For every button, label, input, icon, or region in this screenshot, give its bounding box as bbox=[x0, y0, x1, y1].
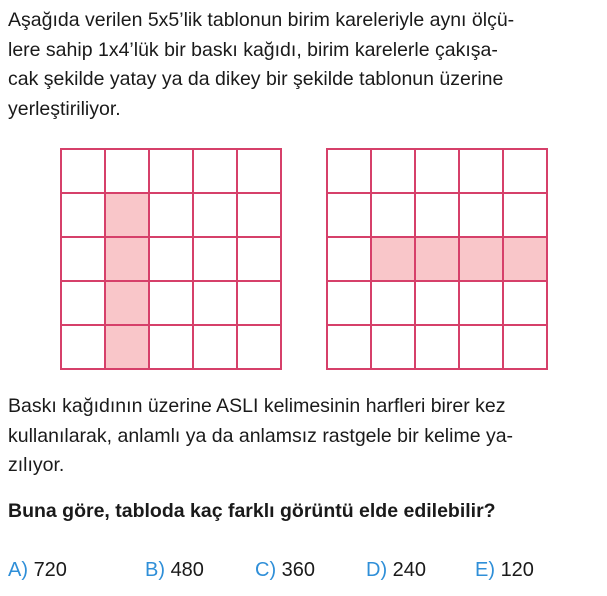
grid-cell-shaded bbox=[372, 238, 416, 282]
para-line: kullanılarak, anlamlı ya da anlamsız rastgele bir kelime ya- bbox=[8, 424, 514, 447]
grid-cell bbox=[504, 194, 548, 238]
option-value: 720 bbox=[33, 559, 67, 581]
grid-cell bbox=[328, 282, 372, 326]
grid-cell bbox=[372, 326, 416, 370]
grid-cell bbox=[150, 326, 194, 370]
grid-cell bbox=[150, 150, 194, 194]
intro-line: yerleştiriliyor. bbox=[8, 97, 121, 120]
grid-cell bbox=[504, 282, 548, 326]
grid-cell bbox=[328, 194, 372, 238]
grid-cell bbox=[372, 282, 416, 326]
option-value: 240 bbox=[392, 559, 427, 581]
intro-line: cak şekilde yatay ya da dikey bir şekilde tablonun üzerine bbox=[8, 68, 504, 90]
grid-cell bbox=[504, 326, 548, 370]
grid-cell bbox=[194, 150, 238, 194]
grid-cell bbox=[328, 150, 372, 194]
grid-cell bbox=[62, 150, 106, 194]
option-d[interactable] bbox=[366, 559, 426, 582]
option-e[interactable] bbox=[475, 559, 534, 582]
option-letter: E) bbox=[475, 559, 495, 581]
grid-cell bbox=[150, 194, 194, 238]
grid-cell-shaded bbox=[106, 194, 150, 238]
grid-cell-shaded bbox=[504, 238, 548, 282]
option-value: 360 bbox=[281, 559, 316, 581]
grid-cell bbox=[328, 326, 372, 370]
grid-cell bbox=[460, 194, 504, 238]
second-paragraph bbox=[8, 392, 602, 481]
grid-cell bbox=[62, 282, 106, 326]
grid-cell bbox=[150, 282, 194, 326]
intro-line: lere sahip 1x4’lük bir baskı kağıdı, birim karelerle çakışa- bbox=[8, 38, 498, 61]
para-line: zılıyor. bbox=[8, 454, 65, 476]
grid-cell-shaded bbox=[416, 238, 460, 282]
grid-cell bbox=[194, 194, 238, 238]
option-letter: A) bbox=[8, 559, 28, 581]
grid-cell bbox=[460, 282, 504, 326]
grid-cell bbox=[194, 282, 238, 326]
grid-cell bbox=[238, 282, 282, 326]
grid-cell bbox=[194, 238, 238, 282]
option-letter: C) bbox=[255, 559, 277, 581]
grid-cell bbox=[372, 194, 416, 238]
option-letter: D) bbox=[366, 559, 388, 581]
grid-cell bbox=[328, 238, 372, 282]
para-line: Baskı kağıdının üzerine ASLI kelimesinin harfleri birer kez bbox=[8, 395, 506, 417]
option-letter: B) bbox=[145, 559, 165, 581]
option-c[interactable] bbox=[255, 559, 315, 582]
grid-cell bbox=[194, 326, 238, 370]
option-a[interactable] bbox=[8, 559, 67, 582]
grid-cell bbox=[460, 326, 504, 370]
intro-text bbox=[8, 6, 602, 124]
option-value: 120 bbox=[500, 559, 534, 581]
grid-cell bbox=[62, 194, 106, 238]
grid-cell-shaded bbox=[106, 326, 150, 370]
grid-cell-shaded bbox=[106, 282, 150, 326]
grid-cell bbox=[416, 326, 460, 370]
grid-cell bbox=[238, 150, 282, 194]
intro-line: Aşağıda verilen 5x5’lik tablonun birim kareleriyle aynı ölçü- bbox=[8, 9, 515, 31]
grid-cell bbox=[238, 326, 282, 370]
grid-cell bbox=[238, 238, 282, 282]
question-text: Buna göre, tabloda kaç farklı görüntü elde edilebilir? bbox=[8, 500, 496, 522]
grid-cell bbox=[504, 150, 548, 194]
grid-cell bbox=[416, 150, 460, 194]
option-value: 480 bbox=[170, 559, 204, 581]
grid-cell bbox=[62, 326, 106, 370]
grid-cell-shaded bbox=[106, 238, 150, 282]
grid-cell bbox=[150, 238, 194, 282]
answer-options bbox=[0, 559, 607, 589]
grid-cell-shaded bbox=[460, 238, 504, 282]
grid-cell bbox=[106, 150, 150, 194]
grid-vertical-placement bbox=[60, 148, 282, 370]
grid-cell bbox=[416, 282, 460, 326]
grid-cell bbox=[62, 238, 106, 282]
grid-cell bbox=[372, 150, 416, 194]
grid-cell bbox=[460, 150, 504, 194]
option-b[interactable] bbox=[145, 559, 204, 582]
grid-cell bbox=[238, 194, 282, 238]
grid-cell bbox=[416, 194, 460, 238]
grid-horizontal-placement bbox=[326, 148, 548, 370]
